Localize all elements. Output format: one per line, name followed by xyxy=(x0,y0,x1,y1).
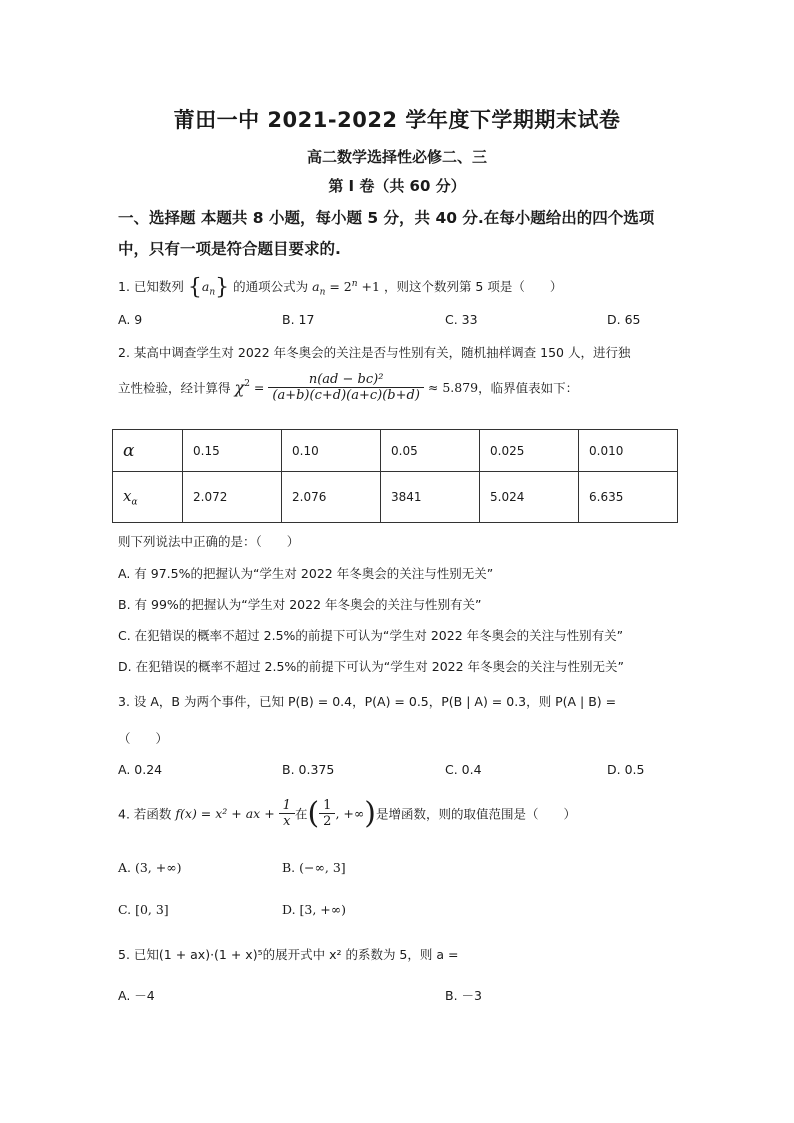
exam-subtitle: 高二数学选择性必修二、三 xyxy=(306,148,487,166)
q1-option-b[interactable]: B. 17 xyxy=(282,312,315,327)
table-cell: 0.10 xyxy=(282,430,381,472)
q1-formula-sub: n xyxy=(319,287,326,298)
q1-formula-exp: n xyxy=(351,278,358,289)
q2-frac-numerator: n(ad − bc)² xyxy=(268,372,424,388)
q2-chi-fraction xyxy=(268,372,424,403)
q1-mid: 的通项公式为 xyxy=(233,279,309,294)
q4-int-den: 2 xyxy=(323,814,332,829)
q2-line1: 2. 某高中调查学生对 2022 年冬奥会的关注是否与性别有关，随机抽样调查 150 人，进行独 xyxy=(118,345,631,360)
q2-line2-pre: 立性检验，经计算得 xyxy=(118,380,231,396)
table-cell: 0.05 xyxy=(381,430,480,472)
q4-in: 在 xyxy=(294,806,308,822)
section-heading: 一、选择题 本题共 8 小题，每小题 5 分，共 40 分.在每小题给出的四个选项中，只有一项是符合题目要求的. xyxy=(118,209,655,258)
q5-option-a[interactable]: A. －4 xyxy=(118,988,155,1003)
q2-option-b[interactable]: B. 有 99%的把握认为“学生对 2022 年冬奥会的关注与性别有关” xyxy=(118,597,482,612)
q4-frac-num: 1 xyxy=(279,798,295,814)
q1-prefix: 1. 已知数列 xyxy=(118,279,184,294)
table-header-alpha xyxy=(113,430,183,472)
q2-equals: = xyxy=(253,380,265,395)
table-row-alpha xyxy=(113,430,678,472)
q4-option-a[interactable]: A. (3, +∞) xyxy=(118,860,182,875)
table-cell: 2.072 xyxy=(183,472,282,523)
table-cell: 3841 xyxy=(381,472,480,523)
question-4 xyxy=(118,796,576,831)
question-5: 5. 已知(1 + ax)·(1 + x)⁵的展开式中 x² 的系数为 5，则 a = xyxy=(118,947,459,962)
q1-formula-rhs: = 2 xyxy=(325,279,352,294)
q1-option-a[interactable]: A. 9 xyxy=(118,312,143,327)
q2-stem-after: 则下列说法中正确的是：（ ） xyxy=(118,534,300,549)
q4-int-tail: , +∞ xyxy=(335,806,365,821)
x-subscript: α xyxy=(131,497,138,508)
q1-formula-tail: +1 xyxy=(357,279,380,294)
q4-interval-fraction xyxy=(319,798,335,829)
q2-line2 xyxy=(118,372,578,403)
q3-option-b[interactable]: B. 0.375 xyxy=(282,762,335,777)
q4-paren-close: ) xyxy=(364,796,377,831)
q4-frac-den: x xyxy=(283,814,291,829)
q3-option-d[interactable]: D. 0.5 xyxy=(607,762,645,777)
q1-post: ，则这个数列第 5 项是（ ） xyxy=(383,279,563,294)
q1-seq: a xyxy=(201,279,210,294)
critical-value-table xyxy=(112,429,678,523)
table-row-x xyxy=(113,472,678,523)
q3-option-a[interactable]: A. 0.24 xyxy=(118,762,163,777)
q4-function: f(x) = x² + ax + xyxy=(175,806,275,821)
q4-fraction xyxy=(279,798,295,829)
q4-option-c[interactable]: C. [0, 3] xyxy=(118,902,169,917)
q4-option-b[interactable]: B. (−∞, 3] xyxy=(282,860,346,875)
q2-line2-post: ，临界值表如下： xyxy=(478,380,579,396)
q4-post: 是增函数，则的取值范围是（ ） xyxy=(376,806,577,822)
q1-brace-close: } xyxy=(215,275,230,300)
q1-brace-open: { xyxy=(187,275,202,300)
q2-option-a[interactable]: A. 有 97.5%的把握认为“学生对 2022 年冬奥会的关注与性别无关” xyxy=(118,566,494,581)
q4-prefix: 4. 若函数 xyxy=(118,806,172,822)
q4-paren-open: ( xyxy=(307,796,320,831)
table-cell: 0.15 xyxy=(183,430,282,472)
q3-option-c[interactable]: C. 0.4 xyxy=(445,762,482,777)
q1-option-c[interactable]: C. 33 xyxy=(445,312,478,327)
q5-option-b[interactable]: B. －3 xyxy=(445,988,482,1003)
q1-seq-sub: n xyxy=(209,287,216,298)
q2-chi-exp: 2 xyxy=(244,378,250,389)
table-cell: 5.024 xyxy=(480,472,579,523)
x-symbol: x xyxy=(123,486,132,505)
question-1 xyxy=(118,275,562,300)
q1-option-d[interactable]: D. 65 xyxy=(607,312,641,327)
table-cell: 2.076 xyxy=(282,472,381,523)
alpha-symbol: α xyxy=(123,440,135,461)
q2-chi: χ xyxy=(234,378,245,397)
table-cell: 0.010 xyxy=(579,430,678,472)
q2-option-d[interactable]: D. 在犯错误的概率不超过 2.5%的前提下可认为“学生对 2022 年冬奥会的关注与性别无关” xyxy=(118,659,625,674)
q2-option-c[interactable]: C. 在犯错误的概率不超过 2.5%的前提下可认为“学生对 2022 年冬奥会的关注与性别有关” xyxy=(118,628,624,643)
table-cell: 0.025 xyxy=(480,430,579,472)
table-header-x xyxy=(113,472,183,523)
q2-frac-denominator: (a+b)(c+d)(a+c)(b+d) xyxy=(272,388,420,403)
q1-formula-lhs: a xyxy=(312,279,320,294)
q4-option-d[interactable]: D. [3, +∞) xyxy=(282,902,347,917)
q3-answer-paren: （ ） xyxy=(118,731,169,746)
question-3: 3. 设 A，B 为两个事件，已知 P(B) = 0.4，P(A) = 0.5，P(B | A) = 0.3，则 P(A | B) = xyxy=(118,694,617,709)
q2-approx: ≈ 5.879 xyxy=(427,380,479,395)
table-cell: 6.635 xyxy=(579,472,678,523)
q4-int-num: 1 xyxy=(319,798,335,814)
exam-title: 莆田一中 2021-2022 学年度下学期期末试卷 xyxy=(173,108,621,132)
volume-heading: 第 I 卷（共 60 分） xyxy=(328,177,466,195)
